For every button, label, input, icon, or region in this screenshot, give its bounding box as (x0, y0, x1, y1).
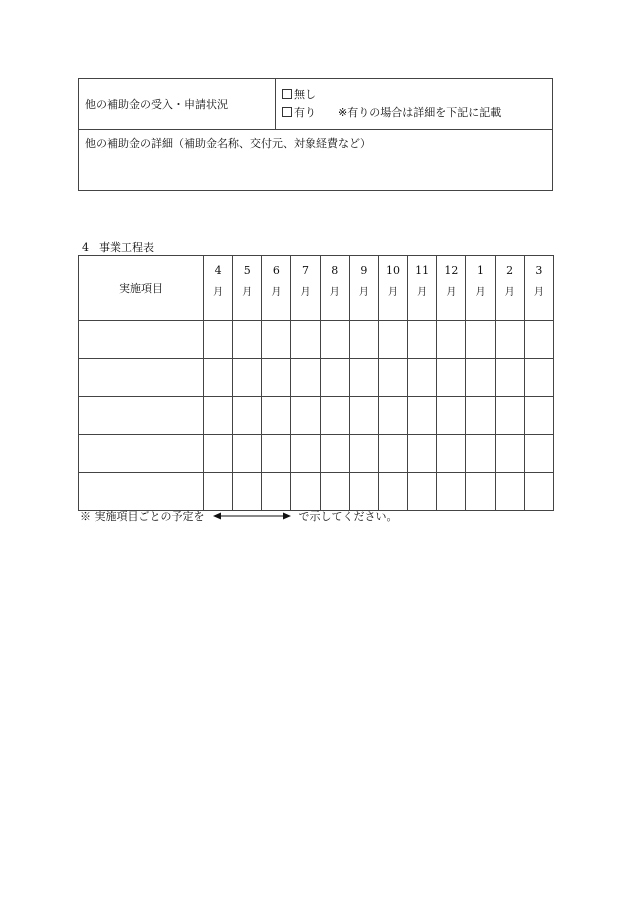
month-cell[interactable] (524, 359, 553, 397)
month-cell[interactable] (524, 435, 553, 473)
month-cell[interactable] (204, 321, 233, 359)
month-cell[interactable] (204, 473, 233, 511)
footnote-suffix: で示してください。 (298, 510, 398, 523)
month-cell[interactable] (320, 435, 349, 473)
month-cell[interactable] (291, 435, 320, 473)
schedule-row (79, 473, 554, 511)
month-unit: 月 (242, 287, 253, 298)
subsidy-detail-row (79, 130, 553, 191)
month-cell[interactable] (291, 359, 320, 397)
option-none[interactable] (282, 86, 552, 104)
month-cell[interactable] (233, 397, 262, 435)
month-number: 1 (476, 264, 484, 277)
month-cell[interactable] (378, 321, 407, 359)
month-cell[interactable] (291, 321, 320, 359)
month-cell[interactable] (437, 321, 466, 359)
month-cell[interactable] (495, 435, 524, 473)
month-number: 12 (444, 264, 459, 277)
footnote-prefix: ※ 実施項目ごとの予定を (80, 510, 205, 523)
checkbox-yes[interactable] (282, 107, 292, 117)
section-number: 4 (82, 241, 89, 254)
month-cell[interactable] (320, 359, 349, 397)
section-title: 事業工程表 (99, 241, 154, 254)
month-cell[interactable] (320, 473, 349, 511)
month-number: 9 (360, 264, 368, 277)
month-cell[interactable] (495, 397, 524, 435)
schedule-row (79, 435, 554, 473)
month-cell[interactable] (378, 435, 407, 473)
month-header (233, 256, 262, 321)
month-cell[interactable] (349, 321, 378, 359)
month-cell[interactable] (349, 435, 378, 473)
month-cell[interactable] (408, 473, 437, 511)
month-unit: 月 (300, 287, 311, 298)
month-unit: 月 (271, 287, 282, 298)
month-cell[interactable] (408, 359, 437, 397)
month-unit: 月 (329, 287, 340, 298)
month-number: 10 (386, 264, 401, 277)
month-cell[interactable] (437, 473, 466, 511)
subsidy-status-row (79, 79, 553, 130)
month-cell[interactable] (291, 397, 320, 435)
item-cell[interactable] (79, 359, 204, 397)
month-cell[interactable] (524, 473, 553, 511)
month-cell[interactable] (378, 397, 407, 435)
double-arrow-icon (213, 512, 291, 520)
month-cell[interactable] (437, 397, 466, 435)
month-cell[interactable] (378, 359, 407, 397)
section-heading (82, 239, 154, 255)
month-header (204, 256, 233, 321)
month-cell[interactable] (291, 473, 320, 511)
item-cell[interactable] (79, 321, 204, 359)
month-cell[interactable] (262, 359, 291, 397)
month-cell[interactable] (466, 473, 495, 511)
month-header (291, 256, 320, 321)
month-cell[interactable] (408, 321, 437, 359)
month-number: 3 (535, 264, 543, 277)
subsidy-detail-label: 他の補助金の詳細（補助金名称、交付元、対象経費など） (85, 137, 371, 150)
month-cell[interactable] (262, 473, 291, 511)
month-unit: 月 (358, 287, 369, 298)
option-yes-note: ※有りの場合は詳細を下記に記載 (338, 106, 502, 119)
month-header (378, 256, 407, 321)
month-cell[interactable] (437, 359, 466, 397)
month-cell[interactable] (349, 397, 378, 435)
schedule-row (79, 321, 554, 359)
month-cell[interactable] (495, 321, 524, 359)
month-header (437, 256, 466, 321)
month-unit: 月 (213, 287, 224, 298)
month-cell[interactable] (466, 435, 495, 473)
footnote (80, 508, 398, 524)
item-cell[interactable] (79, 473, 204, 511)
month-cell[interactable] (262, 435, 291, 473)
month-header (495, 256, 524, 321)
month-number: 11 (415, 264, 430, 277)
option-yes-label: 有り (294, 106, 316, 119)
subsidy-status-table (78, 78, 553, 191)
month-unit: 月 (388, 287, 399, 298)
month-cell[interactable] (466, 359, 495, 397)
month-number: 6 (272, 264, 280, 277)
month-unit: 月 (504, 287, 515, 298)
month-number: 4 (214, 264, 222, 277)
month-number: 8 (331, 264, 339, 277)
option-yes[interactable] (282, 104, 552, 122)
month-cell[interactable] (378, 473, 407, 511)
month-cell[interactable] (233, 359, 262, 397)
month-number: 5 (243, 264, 251, 277)
month-cell[interactable] (349, 473, 378, 511)
schedule-table (78, 255, 554, 511)
month-cell[interactable] (408, 397, 437, 435)
month-cell[interactable] (233, 321, 262, 359)
month-cell[interactable] (349, 359, 378, 397)
month-cell[interactable] (320, 321, 349, 359)
month-cell[interactable] (495, 473, 524, 511)
month-cell[interactable] (320, 397, 349, 435)
month-unit: 月 (475, 287, 486, 298)
month-cell[interactable] (408, 435, 437, 473)
month-cell[interactable] (262, 321, 291, 359)
month-cell[interactable] (437, 435, 466, 473)
month-number: 7 (302, 264, 310, 277)
item-cell[interactable] (79, 397, 204, 435)
month-number: 2 (506, 264, 514, 277)
subsidy-status-options (276, 79, 553, 130)
month-header (408, 256, 437, 321)
schedule-header-row (79, 256, 554, 321)
schedule-row (79, 359, 554, 397)
item-cell[interactable] (79, 435, 204, 473)
month-header (262, 256, 291, 321)
month-cell[interactable] (466, 321, 495, 359)
month-cell[interactable] (524, 397, 553, 435)
subsidy-status-label: 他の補助金の受入・申請状況 (79, 79, 276, 130)
month-unit: 月 (417, 287, 428, 298)
month-header (320, 256, 349, 321)
month-header (466, 256, 495, 321)
month-cell[interactable] (204, 435, 233, 473)
checkbox-none[interactable] (282, 89, 292, 99)
subsidy-detail-field[interactable] (79, 130, 553, 191)
month-unit: 月 (446, 287, 457, 298)
month-cell[interactable] (524, 321, 553, 359)
month-cell[interactable] (466, 397, 495, 435)
month-header (349, 256, 378, 321)
month-cell[interactable] (204, 397, 233, 435)
month-cell[interactable] (262, 397, 291, 435)
option-none-label: 無し (294, 88, 316, 101)
month-unit: 月 (533, 287, 544, 298)
month-cell[interactable] (204, 359, 233, 397)
month-cell[interactable] (495, 359, 524, 397)
item-header: 実施項目 (79, 256, 204, 321)
month-header (524, 256, 553, 321)
schedule-row (79, 397, 554, 435)
month-cell[interactable] (233, 435, 262, 473)
month-cell[interactable] (233, 473, 262, 511)
